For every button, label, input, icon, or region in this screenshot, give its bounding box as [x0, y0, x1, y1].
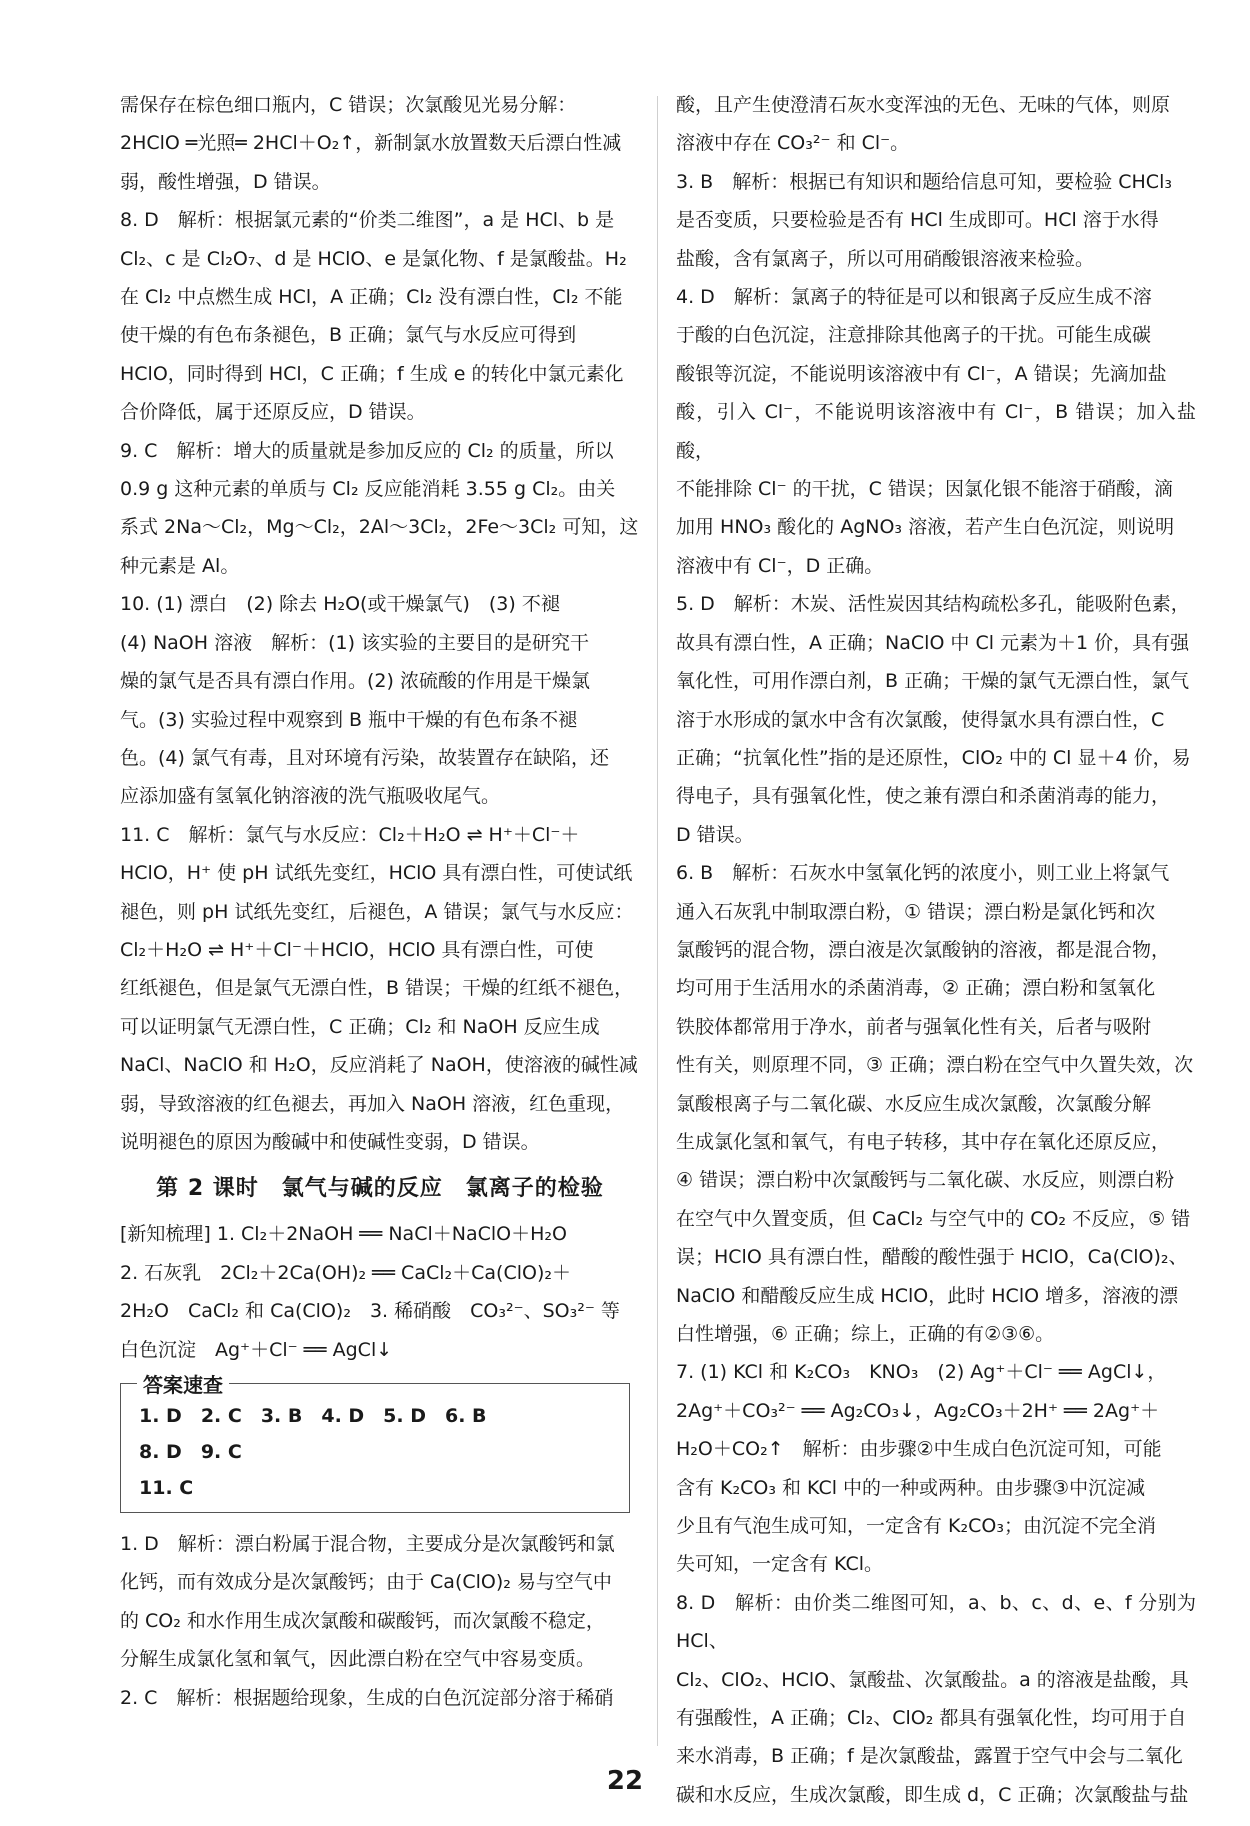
text-line: D 错误。: [676, 823, 754, 846]
text-line: 2H₂O CaCl₂ 和 Ca(ClO)₂ 3. 稀硝酸 CO₃²⁻、SO₃²⁻ 等: [120, 1300, 620, 1323]
answer-quick-check-box: [120, 1373, 630, 1513]
answer-box-rows: [139, 1398, 629, 1506]
text-line: ④ 错误；漂白粉中次氯酸钙与二氧化碳、水反应，则漂白粉: [676, 1169, 1175, 1192]
text-line: 气。(3) 实验过程中观察到 B 瓶中干燥的有色布条不褪: [120, 708, 578, 731]
answer-row: 11. C: [139, 1477, 194, 1499]
left-text-block-1: [120, 86, 640, 1161]
text-line: Cl₂、c 是 Cl₂O₇、d 是 HClO、e 是氯化物、f 是氯酸盐。H₂: [120, 247, 627, 270]
text-line: 溶液中存在 CO₃²⁻ 和 Cl⁻。: [676, 132, 910, 155]
text-line: 褪色，则 pH 试纸先变红，后褪色，A 错误；氯气与水反应：: [120, 900, 634, 923]
text-line: 2. C 解析：根据题给现象，生成的白色沉淀部分溶于稀硝: [120, 1686, 614, 1709]
text-line: 在 Cl₂ 中点燃生成 HCl，A 正确；Cl₂ 没有漂白性，Cl₂ 不能: [120, 286, 623, 309]
text-line: 4. D 解析：氯离子的特征是可以和银离子反应生成不溶: [676, 286, 1152, 309]
text-line: 盐酸，含有氯离子，所以可用硝酸银溶液来检验。: [676, 247, 1095, 270]
text-line: 酸银等沉淀，不能说明该溶液中有 Cl⁻，A 错误；先滴加盐: [676, 362, 1167, 385]
answer-row: 1. D 2. C 3. B 4. D 5. D 6. B: [139, 1405, 487, 1427]
text-line: 生成氯化氢和氧气，有电子转移，其中存在氧化还原反应，: [676, 1130, 1171, 1153]
text-line: NaCl、NaClO 和 H₂O，反应消耗了 NaOH，使溶液的碱性减: [120, 1054, 638, 1077]
text-line: 少且有气泡生成可知，一定含有 K₂CO₃；由沉淀不完全消: [676, 1515, 1156, 1538]
section-title: 第 2 课时 氯气与碱的反应 氯离子的检验: [156, 1176, 604, 1202]
text-line: 氧化性，可用作漂白剂，B 正确；干燥的氯气无漂白性，氯气: [676, 670, 1190, 693]
text-line: 种元素是 Al。: [120, 554, 240, 577]
text-line: H₂O＋CO₂↑ 解析：由步骤②中生成白色沉淀可知，可能: [676, 1438, 1162, 1461]
text-line: 7. (1) KCl 和 K₂CO₃ KNO₃ (2) Ag⁺＋Cl⁻ ══ AgCl↓，: [676, 1361, 1167, 1384]
text-line: 2Ag⁺＋CO₃²⁻ ══ Ag₂CO₃↓，Ag₂CO₃＋2H⁺ ══ 2Ag⁺＋: [676, 1399, 1160, 1422]
text-line: 正确；“抗氧化性”指的是还原性，ClO₂ 中的 Cl 显＋4 价，易: [676, 746, 1191, 769]
right-text-block: [676, 86, 1196, 1814]
column-divider: [657, 96, 658, 1746]
text-line: 2. 石灰乳 2Cl₂＋2Ca(OH)₂ ══ CaCl₂＋Ca(ClO)₂＋: [120, 1261, 571, 1284]
text-line: 6. B 解析：石灰水中氢氧化钙的浓度小，则工业上将氯气: [676, 862, 1170, 885]
text-line: 3. B 解析：根据已有知识和题给信息可知，要检验 CHCl₃: [676, 170, 1172, 193]
text-line: 色。(4) 氯气有毒，且对环境有污染，故装置存在缺陷，还: [120, 746, 609, 769]
text-line: 有强酸性，A 正确；Cl₂、ClO₂ 都具有强氧化性，均可用于自: [676, 1707, 1187, 1730]
text-line: 弱，酸性增强，D 错误。: [120, 170, 331, 193]
text-line: Cl₂、ClO₂、HClO、氯酸盐、次氯酸盐。a 的溶液是盐酸，具: [676, 1668, 1189, 1691]
answer-box-title: 答案速查: [137, 1369, 229, 1398]
text-line: 红纸褪色，但是氯气无漂白性，B 错误；干燥的红纸不褪色，: [120, 977, 634, 1000]
text-line: 溶液中有 Cl⁻，D 正确。: [676, 554, 884, 577]
text-line: 氯酸钙的混合物，漂白液是次氯酸钠的溶液，都是混合物，: [676, 938, 1171, 961]
text-line: 8. D 解析：根据氯元素的“价类二维图”，a 是 HCl、b 是: [120, 209, 615, 232]
text-line: 可以证明氯气无漂白性，C 正确；Cl₂ 和 NaOH 反应生成: [120, 1015, 600, 1038]
text-line: 1. D 解析：漂白粉属于混合物，主要成分是次氯酸钙和氯: [120, 1533, 615, 1555]
text-line: 0.9 g 这种元素的单质与 Cl₂ 反应能消耗 3.55 g Cl₂。由关: [120, 478, 616, 501]
text-line: 使干燥的有色布条褪色，B 正确；氯气与水反应可得到: [120, 324, 577, 347]
text-line: 2HClO ═光照═ 2HCl＋O₂↑，新制氯水放置数天后漂白性减: [120, 132, 622, 155]
text-line: 溶于水形成的氯水中含有次氯酸，使得氯水具有漂白性，C: [676, 708, 1165, 731]
text-line: [新知梳理] 1. Cl₂＋2NaOH ══ NaCl＋NaClO＋H₂O: [120, 1223, 567, 1246]
text-line: 得电子，具有强氧化性，使之兼有漂白和杀菌消毒的能力，: [676, 785, 1171, 808]
text-line: 碳和水反应，生成次氯酸，即生成 d，C 正确；次氯酸盐与盐: [676, 1783, 1189, 1806]
text-line: 需保存在棕色细口瓶内，C 错误；次氯酸见光易分解：: [120, 94, 577, 116]
text-line: 分解生成氯化氢和氧气，因此漂白粉在空气中容易变质。: [120, 1648, 596, 1671]
text-line: 化钙，而有效成分是次氯酸钙；由于 Ca(ClO)₂ 易与空气中: [120, 1571, 612, 1594]
page-number: 22: [606, 1766, 644, 1796]
text-line: 酸，且产生使澄清石灰水变浑浊的无色、无味的气体，则原: [676, 94, 1171, 116]
text-line: 弱，导致溶液的红色褪去，再加入 NaOH 溶液，红色重现，: [120, 1092, 625, 1115]
text-line: HClO，同时得到 HCl，C 正确；f 生成 e 的转化中氯元素化: [120, 362, 624, 385]
text-line: 9. C 解析：增大的质量就是参加反应的 Cl₂ 的质量，所以: [120, 439, 614, 462]
left-text-block-2: [120, 1215, 640, 1369]
text-line: Cl₂＋H₂O ⇌ H⁺＋Cl⁻＋HClO，HClO 具有漂白性，可使: [120, 938, 594, 961]
text-line: 误；HClO 具有漂白性，醋酸的酸性强于 HClO，Ca(ClO)₂、: [676, 1246, 1188, 1269]
right-column: [676, 86, 1196, 1814]
text-line: 系式 2Na～Cl₂，Mg～Cl₂，2Al～3Cl₂，2Fe～3Cl₂ 可知，这: [120, 516, 639, 539]
text-line: 通入石灰乳中制取漂白粉，① 错误；漂白粉是氯化钙和次: [676, 900, 1156, 923]
text-line: 加用 HNO₃ 酸化的 AgNO₃ 溶液，若产生白色沉淀，则说明: [676, 516, 1175, 539]
text-line: 说明褪色的原因为酸碱中和使碱性变弱，D 错误。: [120, 1130, 540, 1153]
text-line: HClO，H⁺ 使 pH 试纸先变红，HClO 具有漂白性，可使试纸: [120, 862, 633, 885]
text-line: 含有 K₂CO₃ 和 KCl 中的一种或两种。由步骤③中沉淀减: [676, 1476, 1146, 1499]
text-line: 性有关，则原理不同，③ 正确；漂白粉在空气中久置失效，次: [676, 1054, 1194, 1077]
text-line: 8. D 解析：由价类二维图可知，a、b、c、d、e、f 分别为 HCl、: [676, 1591, 1196, 1653]
text-line: 铁胶体都常用于净水，前者与强氧化性有关，后者与吸附: [676, 1015, 1152, 1038]
text-line: 酸，引入 Cl⁻，不能说明该溶液中有 Cl⁻，B 错误；加入盐酸，: [676, 401, 1196, 462]
text-line: (4) NaOH 溶液 解析：(1) 该实验的主要目的是研究干: [120, 631, 590, 654]
text-line: 5. D 解析：木炭、活性炭因其结构疏松多孔，能吸附色素，: [676, 593, 1190, 616]
answer-row: 8. D 9. C: [139, 1441, 242, 1463]
text-line: 不能排除 Cl⁻ 的干扰，C 错误；因氯化银不能溶于硝酸，滴: [676, 478, 1173, 501]
text-line: 应添加盛有氢氧化钠溶液的洗气瓶吸收尾气。: [120, 785, 501, 808]
text-line: 来水消毒，B 正确；f 是次氯酸盐，露置于空气中会与二氧化: [676, 1745, 1183, 1768]
text-line: 故具有漂白性，A 正确；NaClO 中 Cl 元素为＋1 价，具有强: [676, 631, 1190, 654]
text-line: 白性增强，⑥ 正确；综上，正确的有②③⑥。: [676, 1323, 1055, 1345]
text-line: 白色沉淀 Ag⁺＋Cl⁻ ══ AgCl↓: [120, 1338, 393, 1361]
text-line: 的 CO₂ 和水作用生成次氯酸和碳酸钙，而次氯酸不稳定，: [120, 1609, 605, 1632]
text-line: 均可用于生活用水的杀菌消毒，② 正确；漂白粉和氢氧化: [676, 977, 1156, 1000]
text-line: 燥的氯气是否具有漂白作用。(2) 浓硫酸的作用是干燥氯: [120, 670, 590, 693]
text-line: 11. C 解析：氯气与水反应：Cl₂＋H₂O ⇌ H⁺＋Cl⁻＋: [120, 823, 580, 846]
left-text-block-3: [120, 1525, 640, 1717]
text-line: NaClO 和醋酸反应生成 HClO，此时 HClO 增多，溶液的漂: [676, 1284, 1179, 1307]
text-line: 于酸的白色沉淀，注意排除其他离子的干扰。可能生成碳: [676, 324, 1152, 347]
text-line: 合价降低，属于还原反应，D 错误。: [120, 401, 426, 424]
text-line: 是否变质，只要检验是否有 HCl 生成即可。HCl 溶于水得: [676, 209, 1159, 232]
text-line: 氯酸根离子与二氧化碳、水反应生成次氯酸，次氯酸分解: [676, 1092, 1152, 1115]
text-line: 失可知，一定含有 KCl。: [676, 1553, 884, 1576]
text-line: 在空气中久置变质，但 CaCl₂ 与空气中的 CO₂ 不反应，⑤ 错: [676, 1207, 1191, 1230]
left-column: [120, 86, 640, 1717]
text-line: 10. (1) 漂白 (2) 除去 H₂O(或干燥氯气) (3) 不褪: [120, 593, 560, 616]
